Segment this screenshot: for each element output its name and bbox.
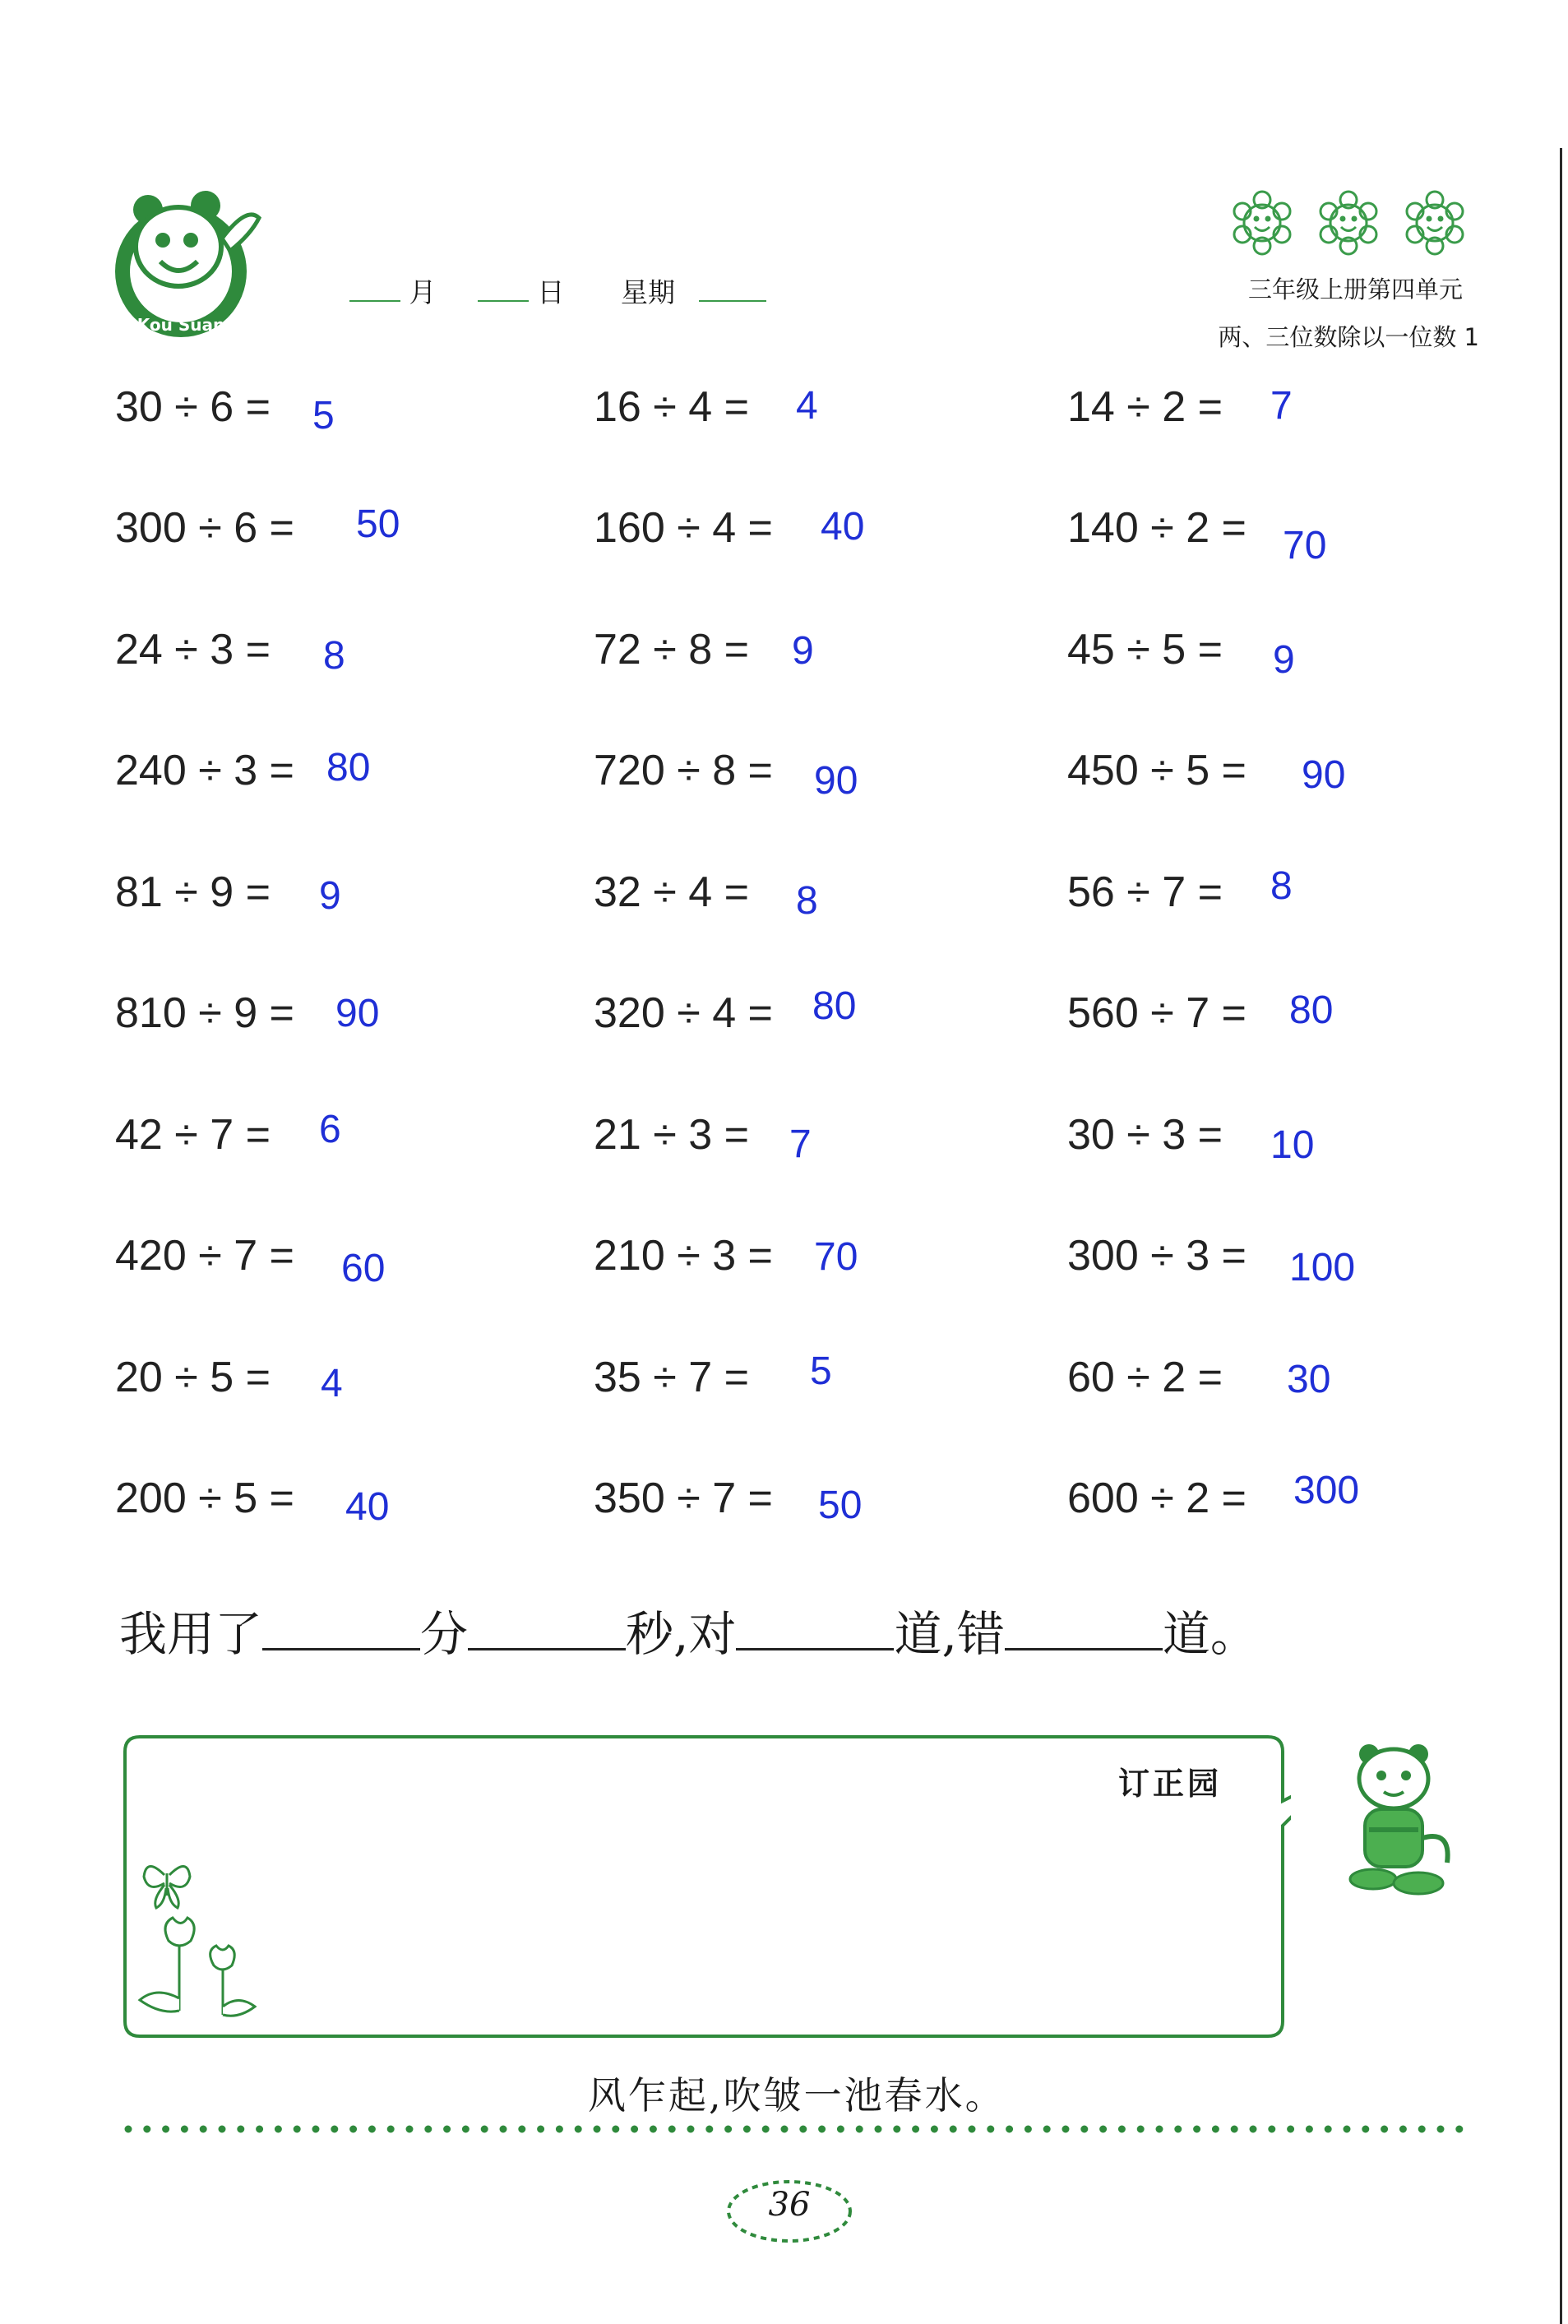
weekday-blank[interactable] (699, 292, 766, 302)
problem-question: 32 ÷ 4 = (594, 868, 750, 916)
month-label: 月 (409, 276, 437, 308)
problem-answer[interactable]: 40 (821, 505, 865, 549)
problem-question: 560 ÷ 7 = (1067, 989, 1247, 1037)
problem-question: 160 ÷ 4 = (594, 504, 773, 552)
problem-question: 30 ÷ 6 = (115, 383, 271, 431)
tiger-logo-icon (99, 173, 271, 345)
problem-question: 20 ÷ 5 = (115, 1354, 271, 1401)
correction-box[interactable] (123, 1735, 1291, 2039)
summary-line (119, 1595, 1258, 1664)
problem-answer[interactable]: 50 (356, 502, 400, 546)
problem-question: 60 ÷ 2 = (1067, 1354, 1223, 1401)
weekday-label: 星期 (621, 276, 675, 308)
problem-answer[interactable]: 30 (1287, 1358, 1331, 1401)
problem-answer[interactable]: 90 (335, 992, 380, 1035)
problem-answer[interactable]: 5 (810, 1349, 832, 1393)
date-line (349, 271, 766, 310)
dotted-divider (123, 2123, 1464, 2135)
problem-answer[interactable]: 100 (1289, 1246, 1356, 1289)
problem-answer[interactable]: 9 (792, 629, 814, 673)
month-blank[interactable] (349, 292, 400, 302)
problem-question: 81 ÷ 9 = (115, 868, 271, 916)
tiger-mascot-icon (1336, 1739, 1459, 1904)
problem-answer[interactable]: 60 (341, 1247, 386, 1290)
problem-question: 56 ÷ 7 = (1067, 868, 1223, 916)
problem-question: 450 ÷ 5 = (1067, 747, 1247, 794)
proverb-text: 风乍起,吹皱一池春水。 (588, 2073, 1006, 2118)
summary-minutes-label: 分 (420, 1606, 469, 1662)
unit-subtitle: 两、三位数除以一位数 1 (1218, 323, 1479, 351)
problem-answer[interactable]: 4 (796, 384, 818, 428)
summary-end-label: 道。 (1162, 1606, 1258, 1662)
problem-question: 24 ÷ 3 = (115, 626, 271, 674)
summary-used-label: 我用了 (119, 1606, 263, 1662)
problem-question: 30 ÷ 3 = (1067, 1111, 1223, 1159)
problem-question: 350 ÷ 7 = (594, 1474, 773, 1522)
problem-answer[interactable]: 90 (814, 759, 858, 803)
problem-question: 35 ÷ 7 = (594, 1354, 750, 1401)
day-label: 日 (537, 276, 565, 308)
problem-answer[interactable]: 10 (1270, 1123, 1315, 1167)
problem-question: 320 ÷ 4 = (594, 989, 773, 1037)
seconds-blank[interactable] (468, 1643, 626, 1650)
problem-question: 45 ÷ 5 = (1067, 626, 1223, 674)
problem-answer[interactable]: 5 (312, 394, 335, 437)
problem-question: 16 ÷ 4 = (594, 383, 750, 431)
correct-count-blank[interactable] (736, 1643, 894, 1650)
page-edge (1560, 148, 1562, 2324)
problem-question: 420 ÷ 7 = (115, 1232, 294, 1280)
problem-question: 810 ÷ 9 = (115, 989, 294, 1037)
problem-answer[interactable]: 4 (321, 1362, 343, 1405)
problem-question: 600 ÷ 2 = (1067, 1474, 1247, 1522)
problem-question: 200 ÷ 5 = (115, 1474, 294, 1522)
problem-answer[interactable]: 300 (1293, 1469, 1360, 1512)
problem-question: 72 ÷ 8 = (594, 626, 750, 674)
problem-question: 140 ÷ 2 = (1067, 504, 1247, 552)
problem-question: 21 ÷ 3 = (594, 1111, 750, 1159)
problem-question: 210 ÷ 3 = (594, 1232, 773, 1280)
page-number: 36 (768, 2186, 811, 2224)
problem-answer[interactable]: 80 (1289, 988, 1334, 1032)
problem-answer[interactable]: 80 (812, 984, 857, 1028)
summary-correct-label: 秒,对 (626, 1606, 737, 1662)
problem-answer[interactable]: 9 (319, 874, 341, 918)
problem-answer[interactable]: 9 (1273, 638, 1295, 682)
problem-question: 300 ÷ 3 = (1067, 1232, 1247, 1280)
problem-answer[interactable]: 8 (1270, 864, 1293, 908)
problem-answer[interactable]: 7 (789, 1123, 812, 1166)
problem-question: 240 ÷ 3 = (115, 747, 294, 794)
unit-title: 三年级上册第四单元 (1247, 275, 1463, 303)
problem-question: 300 ÷ 6 = (115, 504, 294, 552)
summary-wrong-label: 道,错 (894, 1606, 1005, 1662)
smiley-flowers-icon (1225, 187, 1472, 258)
correction-title: 订正园 (1118, 1766, 1223, 1802)
problem-question: 14 ÷ 2 = (1067, 383, 1223, 431)
problem-answer[interactable]: 50 (818, 1484, 863, 1527)
problem-question: 42 ÷ 7 = (115, 1111, 271, 1159)
problem-answer[interactable]: 6 (319, 1108, 341, 1151)
problem-answer[interactable]: 8 (796, 879, 818, 923)
day-blank[interactable] (478, 292, 529, 302)
wrong-count-blank[interactable] (1005, 1643, 1163, 1650)
logo-text: Kou Suan (136, 315, 225, 335)
problem-question: 720 ÷ 8 = (594, 747, 773, 794)
problem-answer[interactable]: 8 (323, 634, 345, 678)
problem-answer[interactable]: 80 (326, 746, 371, 789)
problem-answer[interactable]: 90 (1302, 753, 1346, 797)
problem-answer[interactable]: 70 (1283, 524, 1327, 567)
problem-answer[interactable]: 40 (345, 1485, 390, 1529)
problem-answer[interactable]: 70 (814, 1235, 858, 1279)
minutes-blank[interactable] (262, 1643, 420, 1650)
problem-answer[interactable]: 7 (1270, 384, 1293, 428)
